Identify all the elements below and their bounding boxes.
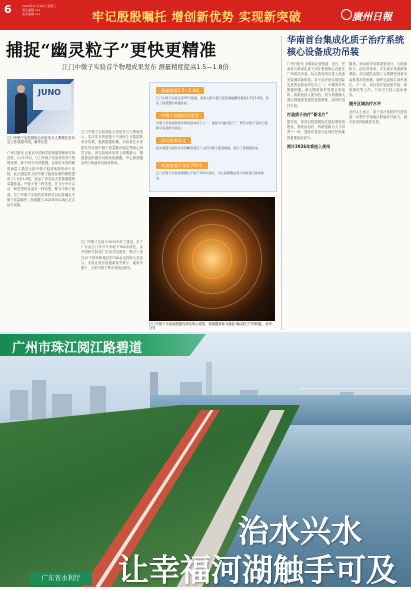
speaker-head (17, 85, 25, 93)
source-tag: 广东省水利厅 (30, 572, 92, 585)
main-headline: 捕捉“幽灵粒子”更快更精准 (6, 41, 217, 61)
bridge (300, 388, 410, 399)
info-box-title: 研究成果意义 (156, 137, 191, 144)
issue-meta (22, 4, 72, 16)
column-divider (281, 36, 282, 330)
info-box-text: 中微子是构成物质世界的基本粒子之一，被称为“幽灵粒子”，研究中微子有助于理解宇宙起源与演化。 (156, 121, 268, 130)
header-slogan: 牢记殷殷嘱托 增创新优势 实现新突破 (92, 10, 302, 24)
right-article-col1 (287, 62, 345, 330)
photo-caption: 江门中微子实验国际合作组发言人曹俊在发布会上作成果介绍。新华社发 (7, 136, 75, 145)
info-box-title: 测量精度1.5—1.8倍 (156, 87, 204, 94)
right-body-text: 据悉，该设备采用紧凑型设计，占地面积小，治疗效率高，可实现多角度精准照射。项目团队克服了大型精密设备吊装难度高等困难，顺利完成核心部件就位。下一步，项目将开展设备安装、系统调试等工作，力争早日投入临床使用。 (349, 62, 407, 98)
main-subhead: 江门中微子实验首个物理成果发布 测量精度提高1.5—1.8倍 (62, 64, 229, 71)
info-box-title: 探测器地下深处700米 (156, 162, 208, 169)
meta-line: 美术编辑 xxx (22, 12, 41, 16)
masthead: 廣州日報 (352, 12, 392, 23)
info-box-text: 江门中微子实验仅用59天数据，就将太阳中微子振荡参数精度提高1.5至1.8倍，验证了探测器的卓越性能。 (156, 96, 269, 105)
masthead-logo-icon (341, 9, 352, 20)
feature-big-title: 让幸福河湖触手可及 (118, 553, 397, 589)
article-body-col3: 江门中微子实验于2015年开工建设，位于广东省江门市开平市地下700米深处，由中国科学院和广东省共同建设，吸引了来自17个国家和地区的700余名科研人员参与。实验还将开展超新星中微子、地球中微子、太阳中微子等多项前沿研究。 (81, 240, 143, 271)
right-body-text: 广州日报讯 全媒体记者报道：近日，华南首台集成化质子治疗系统核心设备在广州成功吊装，标志着该项目进入设备安装调试新阶段。质子治疗是目前国际先进的放射治疗技术之一，可精准杀伤肿瘤细胞，最大限度保护周围正常组织。该系统投入使用后，将为粤港澳大湾区肿瘤患者提供更加精准、高效的治疗手段。 (287, 62, 345, 108)
feature-title: 广州市珠江阅江路碧道 (12, 341, 143, 356)
speaker-figure (15, 93, 27, 133)
page-number: 6 (4, 3, 12, 16)
feature-big-title: 治水兴水 (238, 514, 362, 550)
right-body-text: 据介绍，该项目按照国际先进标准规划建设，集临床治疗、科研创新与人才培养于一体，建成后将成为区域医疗高地的重要组成部分。 (287, 120, 345, 140)
info-box-title: 中微子探测何以重要 (156, 112, 204, 119)
detector-ring (192, 239, 232, 279)
meta-line: 责任编辑 xxx (22, 8, 41, 12)
meta-line: 2025年11月26日 星期三 (22, 4, 57, 8)
photo-screen-label: JUNO (38, 88, 61, 97)
right-body-text: 业内人士表示，质子治疗系统的引进将进一步提升华南地区肿瘤诊疗能力，减少患者异地就医负担。 (349, 109, 407, 125)
right-subtitle: 提升区域治疗水平 (349, 101, 381, 107)
detector-caption: 江门中微子实验探测器内部结构示意图，探测器被称为捕捉“幽灵粒子”的利器。 新华社发 (149, 322, 273, 331)
right-headline: 华南首台集成化质子治疗系统核心设备成功吊装 (287, 36, 405, 58)
press-conference-photo (7, 79, 74, 134)
info-box-text: 江门中微子实验探测器位于地下700米深处，中心探测器由两万吨液体闪烁体构成。 (156, 171, 264, 180)
article-body-col2: 江门中微子实验国际合作组发言人曹俊表示，本次发布的是基于不到两个月数据的初步结果，随着数据积累，实验将在未来数年内实现中微子质量顺序测定等核心科学目标。该实验拥有世界上规模最大、精度最高的液体闪烁体探测器，中心探测器由两万吨液体闪烁体构成。 (81, 130, 143, 166)
info-box (149, 82, 277, 192)
right-subtitle: 预计2026年将投入使用 (287, 143, 331, 149)
detector-image (149, 197, 275, 321)
right-article-col2 (349, 62, 407, 330)
right-subtitle: 打造质子治疗“新名片” (287, 111, 329, 117)
article-body-col1: 广州日报讯 记者从中国科学院高能物理研究所获悉，11月19日，江门中微子实验发布首个物理成果：基于59天有效数据，以前所未有的精度测量了描述太阳中微子振荡现象的两个参数。此次测量将太阳中微子振荡参数的精度提高了1.5至1.8倍，验证了该实验大型探测器的卓越性能。中微子有三种类型，在飞行中可以从一种类型转变成另一种类型，称为中微子振荡。江门中微子实验的首要科学目标是确定中微子质量顺序，探测器于2025年8月26日正式运行取数。 (7, 151, 75, 208)
info-box-text: 此次测量以前所未有的精度验证了太阳中微子振荡参数，展示了探测器性能。 (156, 146, 262, 150)
